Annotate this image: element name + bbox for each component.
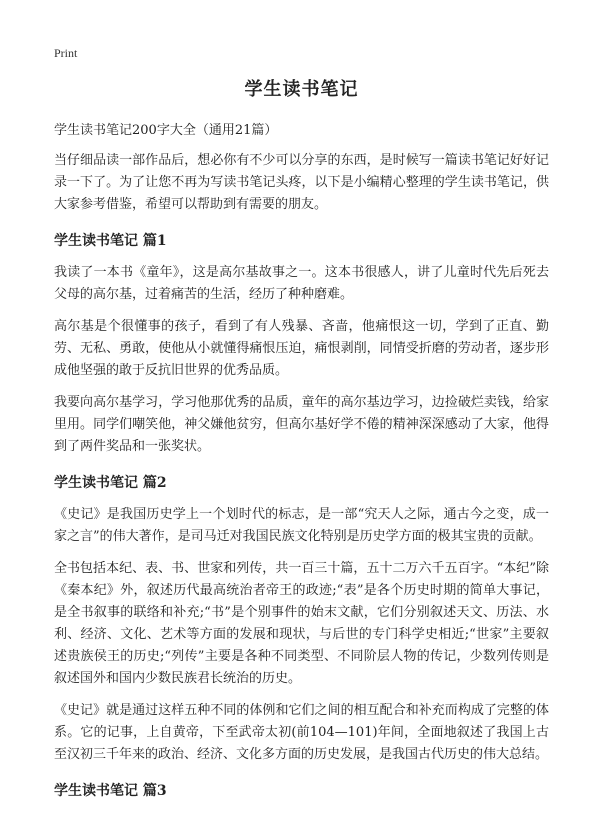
print-link[interactable]: Print	[54, 46, 78, 60]
section-1-paragraph-2: 高尔基是个很懂事的孩子，看到了有人残暴、吝啬，他痛恨这一切，学到了正直、勤劳、无私、勇敢，使他从小就懂得痛恨压迫，痛恨剥削，同情受折磨的劳动者，逐步形成他坚强的敢于反抗旧世界的优秀品质。	[54, 319, 549, 378]
intro-paragraph: 当仔细品读一部作品后，想必你有不少可以分享的东西，是时候写一篇读书笔记好好记录一下了。为了让您不再为写读书笔记头疼，以下是小编精心整理的学生读书笔记，供大家参考借鉴，希望可以帮助到有需要的朋友。	[54, 153, 549, 212]
section-2-paragraph-1: 《史记》是我国历史学上一个划时代的标志，是一部“究天人之际，通古今之变，成一家之言”的伟大著作，是司马迁对我国民族文化特别是历史学方面的极其宝贵的贡献。	[54, 507, 549, 544]
section-heading-3: 学生读书笔记 篇3	[54, 783, 167, 799]
document-body	[54, 76, 549, 812]
section-heading-2: 学生读书笔记 篇2	[54, 475, 167, 491]
section-2-paragraph-2: 全书包括本纪、表、书、世家和列传，共一百三十篇，五十二万六千五百字。“本纪”除《秦本纪》外，叙述历代最高统治者帝王的政迹;“表”是各个历史时期的简单大事记，是全书叙事的联络和补充;“书”是个别事件的始末文献，它们分别叙述天文、历法、水利、经济、文化、艺术等方面的发展和现状，与后世的专门科学史相近;“世家”主要叙述贵族侯王的历史;“列传”主要是各种不同类型、不同阶层人物的传记，少数列传则是叙述国外和国内少数民族君长统治的历史。	[54, 561, 549, 686]
page-subtitle: 学生读书笔记200字大全（通用21篇）	[54, 123, 278, 138]
section-1-paragraph-1: 我读了一本书《童年》，这是高尔基故事之一。这本书很感人，讲了儿童时代先后死去父母的高尔基，过着痛苦的生活，经历了种种磨难。	[54, 265, 549, 302]
section-2-paragraph-3: 《史记》就是通过这样五种不同的体例和它们之间的相互配合和补充而构成了完整的体系。它的记事，上自黄帝，下至武帝太初(前104—101)年间，全面地叙述了我国上古至汉初三千年来的政治、经济、文化多方面的历史发展，是我国古代历史的伟大总结。	[54, 703, 549, 762]
section-1-paragraph-3: 我要向高尔基学习，学习他那优秀的品质，童年的高尔基边学习，边捡破烂卖钱，给家里用。同学们嘲笑他，神父嫌他贫穷，但高尔基好学不倦的精神深深感动了大家，他得到了两件奖品和一张奖状。	[54, 395, 549, 454]
section-heading-1: 学生读书笔记 篇1	[54, 233, 167, 249]
page-title: 学生读书笔记	[244, 79, 359, 100]
